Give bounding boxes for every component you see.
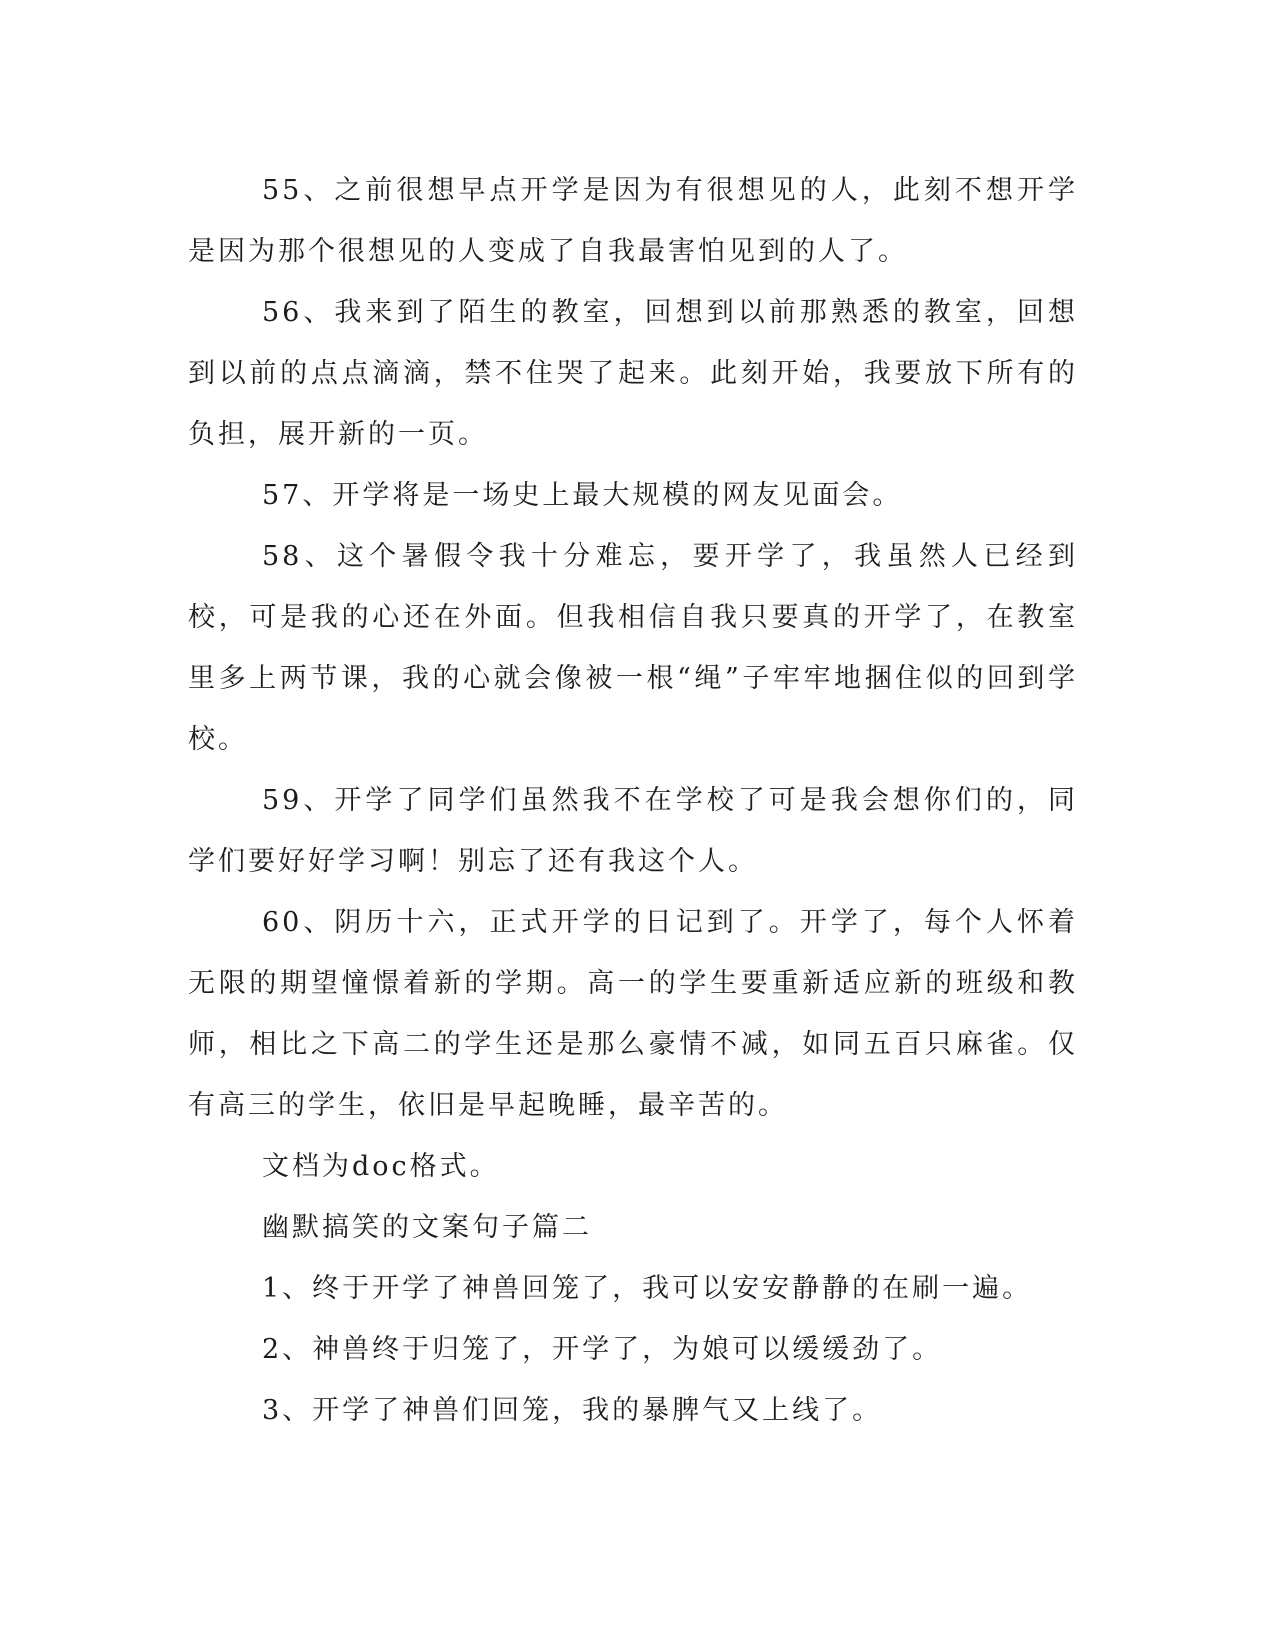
list-item-3: 3、开学了神兽们回笼，我的暴脾气又上线了。 (262, 1395, 883, 1426)
paragraph-55: 55、之前很想早点开学是因为有很想见的人，此刻不想开学是因为那个很想见的人变成了自我最害怕见到的人了。 (188, 175, 1078, 267)
document-body (188, 160, 1078, 1441)
doc-format-note: 文档为doc格式。 (262, 1151, 500, 1182)
paragraph-60: 60、阴历十六，正式开学的日记到了。开学了，每个人怀着无限的期望憧憬着新的学期。高一的学生要重新适应新的班级和教师，相比之下高二的学生还是那么豪情不减，如同五百只麻雀。仅有高三的学生，依旧是早起晚睡，最辛苦的。 (188, 907, 1078, 1121)
list-item-1: 1、终于开学了神兽回笼了，我可以安安静静的在刷一遍。 (262, 1273, 1033, 1304)
paragraph-57: 57、开学将是一场史上最大规模的网友见面会。 (262, 480, 903, 511)
paragraph-58: 58、这个暑假令我十分难忘，要开学了，我虽然人已经到校，可是我的心还在外面。但我相信自我只要真的开学了，在教室里多上两节课，我的心就会像被一根“绳”子牢牢地捆住似的回到学校。 (188, 541, 1078, 755)
section-heading: 幽默搞笑的文案句子篇二 (262, 1212, 592, 1243)
paragraph-56: 56、我来到了陌生的教室，回想到以前那熟悉的教室，回想到以前的点点滴滴，禁不住哭了起来。此刻开始，我要放下所有的负担，展开新的一页。 (188, 297, 1078, 450)
list-item-2: 2、神兽终于归笼了，开学了，为娘可以缓缓劲了。 (262, 1334, 943, 1365)
paragraph-59: 59、开学了同学们虽然我不在学校了可是我会想你们的，同学们要好好学习啊！别忘了还有我这个人。 (188, 785, 1078, 877)
